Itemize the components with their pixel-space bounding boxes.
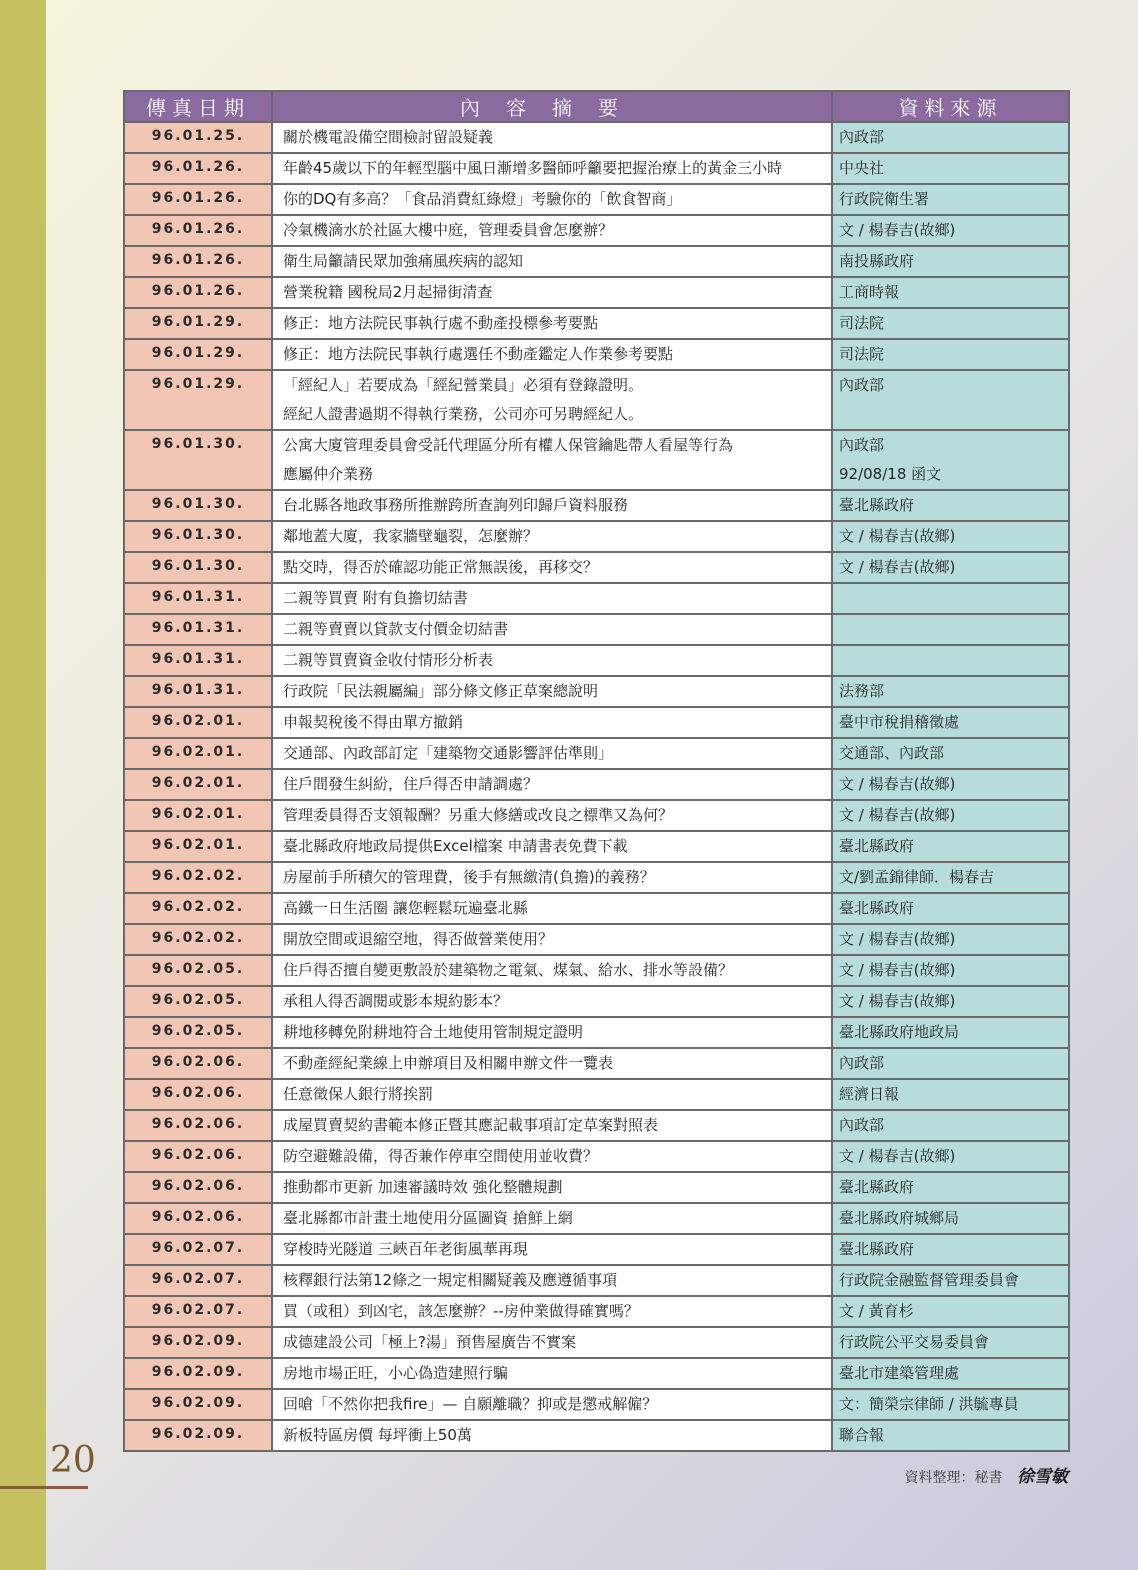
row-summary-line: 任意徵保人銀行將挨罰 [283,1085,434,1103]
row-summary-line: 你的DQ有多高？「食品消費紅綠燈」考驗你的「飲食智商」 [283,190,682,208]
row-summary-line: 耕地移轉免附耕地符合土地使用管制規定證明 [283,1023,584,1041]
row-summary-line: 應屬仲介業務 [283,465,374,483]
row-source [832,153,1069,184]
table-row [124,246,1069,277]
row-date: 96.01.29. [124,370,272,430]
row-source-line: 文 / 楊春吉(故鄉) [839,992,956,1010]
row-summary [272,1141,832,1172]
row-summary [272,614,832,645]
row-summary-line: 年齡45歲以下的年輕型腦中風日漸增多醫師呼籲要把握治療上的黃金三小時 [283,159,783,177]
row-date: 96.02.09. [124,1327,272,1358]
row-summary [272,1358,832,1389]
row-source [832,1296,1069,1327]
row-source-line: 文 / 楊春吉(故鄉) [839,527,956,545]
table-row [124,645,1069,676]
row-source [832,924,1069,955]
row-summary-line: 申報契稅後不得由單方撤銷 [283,713,464,731]
header-date: 傳真日期 [124,91,272,122]
row-summary [272,800,832,831]
row-summary [272,862,832,893]
table-row [124,955,1069,986]
row-source [832,490,1069,521]
row-source-line: 行政院金融監督管理委員會 [839,1271,1020,1289]
row-source-line: 文 / 楊春吉(故鄉) [839,775,956,793]
table-row [124,215,1069,246]
row-source-line: 文 / 楊春吉(故鄉) [839,558,956,576]
row-date: 96.02.09. [124,1389,272,1420]
table-row [124,1203,1069,1234]
table-row [124,308,1069,339]
row-date: 96.02.05. [124,955,272,986]
table-row [124,862,1069,893]
row-date: 96.01.26. [124,215,272,246]
row-summary-line: 防空避難設備，得否兼作停車空間使用並收費？ [283,1147,599,1165]
table-row [124,707,1069,738]
page-number: 20 [50,1440,96,1481]
row-source [832,1048,1069,1079]
row-source-line: 文/劉孟錦律師．楊春吉 [839,868,995,886]
row-summary [272,215,832,246]
row-source [832,1141,1069,1172]
fax-summary-table [123,90,1070,1452]
row-source-line: 內政部 [839,1116,885,1134]
row-summary-line: 買（或租）到凶宅，該怎麼辦？--房仲業做得確實嗎？ [283,1302,639,1320]
row-date: 96.01.26. [124,153,272,184]
row-source-line: 內政部 [839,128,885,146]
row-date: 96.01.31. [124,645,272,676]
row-source-line: 行政院衛生署 [839,190,930,208]
row-summary [272,583,832,614]
table-row [124,1017,1069,1048]
row-source-line: 臺中市稅捐稽徵處 [839,713,960,731]
row-date: 96.02.05. [124,1017,272,1048]
row-summary-line: 冷氣機滴水於社區大樓中庭，管理委員會怎麼辦？ [283,221,614,239]
row-summary [272,122,832,153]
row-date: 96.02.06. [124,1110,272,1141]
row-summary [272,370,832,430]
header-summary: 內容摘要 [272,91,832,122]
row-source [832,430,1069,490]
row-summary [272,1296,832,1327]
row-summary-line: 修正：地方法院民事執行處選任不動產鑑定人作業參考要點 [283,345,674,363]
row-source [832,831,1069,862]
table-row [124,738,1069,769]
row-source [832,645,1069,676]
row-date: 96.02.02. [124,893,272,924]
row-summary [272,308,832,339]
row-summary [272,1110,832,1141]
table-row [124,1327,1069,1358]
row-source-line: 聯合報 [839,1426,885,1444]
row-source [832,707,1069,738]
row-date: 96.01.30. [124,521,272,552]
row-source-line: 臺北縣政府 [839,496,915,514]
row-summary [272,552,832,583]
row-date: 96.01.29. [124,308,272,339]
row-summary [272,924,832,955]
row-summary-line: 不動產經紀業線上申辦項目及相關申辦文件一覽表 [283,1054,614,1072]
row-summary [272,246,832,277]
row-source-line: 臺北縣政府 [839,837,915,855]
row-summary [272,277,832,308]
table-row [124,1048,1069,1079]
table-row [124,277,1069,308]
row-summary [272,831,832,862]
row-date: 96.02.09. [124,1420,272,1451]
row-source-line: 司法院 [839,314,885,332]
row-source-line: 工商時報 [839,283,900,301]
row-date: 96.02.02. [124,924,272,955]
row-summary-line: 二親等買賣資金收付情形分析表 [283,651,494,669]
row-summary-line: 推動都市更新 加速審議時效 強化整體規劃 [283,1178,563,1196]
row-summary [272,738,832,769]
row-summary-line: 新板特區房價 每坪衝上50萬 [283,1426,472,1444]
row-date: 96.02.01. [124,707,272,738]
left-color-stripe [0,0,46,1570]
table-row [124,893,1069,924]
row-source-line: 文 / 黃育杉 [839,1302,914,1320]
row-summary [272,184,832,215]
row-summary-line: 營業稅籍 國稅局2月起掃街清查 [283,283,493,301]
row-date: 96.02.07. [124,1234,272,1265]
row-summary [272,153,832,184]
row-summary [272,1203,832,1234]
row-source-line: 內政部 [839,436,885,454]
row-source [832,339,1069,370]
row-source-line: 南投縣政府 [839,252,915,270]
row-source-line: 法務部 [839,682,885,700]
row-summary-line: 點交時，得否於確認功能正常無誤後，再移交？ [283,558,599,576]
row-summary [272,955,832,986]
row-date: 96.01.30. [124,490,272,521]
row-summary-line: 二親等賣賣以貸款支付價金切結書 [283,620,509,638]
row-source [832,1079,1069,1110]
row-date: 96.02.09. [124,1358,272,1389]
row-summary-line: 二親等買賣 附有負擔切結書 [283,589,468,607]
row-summary [272,521,832,552]
table-row [124,521,1069,552]
row-source-line: 臺北縣政府地政局 [839,1023,960,1041]
row-source [832,769,1069,800]
table-row [124,430,1069,490]
credit-signature: 徐雪敏 [1017,1467,1068,1487]
row-source-line: 行政院公平交易委員會 [839,1333,990,1351]
row-source-line: 文：簡榮宗律師 / 洪毓專員 [839,1395,1019,1413]
row-summary-line: 修正：地方法院民事執行處不動產投標參考要點 [283,314,599,332]
row-source-line: 內政部 [839,1054,885,1072]
row-source-line: 臺北市建築管理處 [839,1364,960,1382]
row-source [832,1265,1069,1296]
row-date: 96.02.01. [124,769,272,800]
row-summary [272,1234,832,1265]
row-summary-line: 承租人得否調閱或影本規約影本？ [283,992,509,1010]
row-summary-line: 交通部、內政部訂定「建築物交通影響評估準則」 [283,744,614,762]
row-source [832,1389,1069,1420]
row-source [832,1110,1069,1141]
row-source-line: 中央社 [839,159,885,177]
row-date: 96.01.30. [124,552,272,583]
row-date: 96.01.31. [124,583,272,614]
table-row [124,552,1069,583]
row-source [832,1420,1069,1451]
row-source-line: 臺北縣政府 [839,899,915,917]
row-source-line: 92/08/18 函文 [839,465,942,483]
table-row [124,1420,1069,1451]
table-row [124,1079,1069,1110]
table-row [124,986,1069,1017]
table-row [124,831,1069,862]
row-summary-line: 「經紀人」若要成為「經紀營業員」必須有登錄證明。 [283,376,644,394]
row-summary-line: 房地市場正旺，小心偽造建照行騙 [283,1364,509,1382]
row-source-line: 臺北縣政府 [839,1240,915,1258]
row-summary-line: 高鐵一日生活圈 讓您輕鬆玩遍臺北縣 [283,899,528,917]
table-row [124,769,1069,800]
row-source [832,552,1069,583]
row-source-line: 文 / 楊春吉(故鄉) [839,806,956,824]
row-summary [272,676,832,707]
table-row [124,370,1069,430]
row-date: 96.02.02. [124,862,272,893]
row-summary [272,1389,832,1420]
table-row [124,1234,1069,1265]
row-summary-line: 公寓大廈管理委員會受託代理區分所有權人保管鑰匙帶人看屋等行為 [283,436,734,454]
row-summary-line: 開放空間或退縮空地，得否做營業使用？ [283,930,554,948]
row-source [832,1358,1069,1389]
row-source [832,246,1069,277]
table-row [124,1296,1069,1327]
row-source-line: 文 / 楊春吉(故鄉) [839,961,956,979]
row-summary [272,490,832,521]
row-source [832,1172,1069,1203]
row-date: 96.01.26. [124,246,272,277]
table-row [124,676,1069,707]
row-date: 96.02.01. [124,738,272,769]
page-number-rule [0,1486,88,1489]
row-summary-line: 住戶得否擅自變更敷設於建築物之電氣、煤氣、給水、排水等設備？ [283,961,734,979]
row-source [832,308,1069,339]
row-summary-line: 成屋買賣契約書範本修正暨其應記載事項訂定草案對照表 [283,1116,659,1134]
row-source [832,738,1069,769]
row-summary-line: 住戶間發生糾紛，住戶得否申請調處？ [283,775,539,793]
row-summary-line: 衛生局籲請民眾加強痛風疾病的認知 [283,252,524,270]
row-source [832,1327,1069,1358]
row-source [832,521,1069,552]
row-source-line: 臺北縣政府城鄉局 [839,1209,960,1227]
row-source [832,800,1069,831]
row-summary-line: 臺北縣都市計畫土地使用分區圖資 搶鮮上網 [283,1209,573,1227]
row-summary [272,1079,832,1110]
table-row [124,1141,1069,1172]
row-source [832,955,1069,986]
row-summary-line: 台北縣各地政事務所推辦跨所查詢列印歸戶資料服務 [283,496,629,514]
row-source [832,1234,1069,1265]
row-date: 96.01.26. [124,184,272,215]
row-date: 96.02.05. [124,986,272,1017]
row-summary [272,1420,832,1451]
row-summary [272,1017,832,1048]
table-row [124,924,1069,955]
row-summary-line: 核釋銀行法第12條之一規定相關疑義及應遵循事項 [283,1271,618,1289]
table-row [124,583,1069,614]
row-source [832,277,1069,308]
table-row [124,153,1069,184]
row-source-line: 文 / 楊春吉(故鄉) [839,1147,956,1165]
row-source [832,893,1069,924]
row-summary [272,1048,832,1079]
row-summary-line: 回嗆「不然你把我fire」— 自願離職？抑或是懲戒解僱？ [283,1395,658,1413]
table-row [124,1265,1069,1296]
table-row [124,1172,1069,1203]
row-source-line: 內政部 [839,376,885,394]
row-summary [272,893,832,924]
row-summary-line: 穿梭時光隧道 三峽百年老街風華再現 [283,1240,528,1258]
footer-credit [905,1462,1068,1487]
row-source-line: 經濟日報 [839,1085,900,1103]
row-summary-line: 臺北縣政府地政局提供Excel檔案 申請書表免費下載 [283,837,628,855]
row-source [832,1017,1069,1048]
table-row [124,1389,1069,1420]
row-source [832,370,1069,430]
row-summary-line: 經紀人證書過期不得執行業務，公司亦可另聘經紀人。 [283,405,644,423]
row-source [832,614,1069,645]
row-date: 96.02.01. [124,800,272,831]
row-date: 96.02.06. [124,1141,272,1172]
row-source-line: 司法院 [839,345,885,363]
row-source [832,215,1069,246]
row-summary-line: 房屋前手所積欠的管理費，後手有無繳清(負擔)的義務？ [283,868,655,886]
header-source: 資料來源 [832,91,1069,122]
table-row [124,800,1069,831]
row-summary [272,707,832,738]
row-summary [272,1172,832,1203]
row-summary [272,645,832,676]
row-summary-line: 成德建設公司「極上?湯」預售屋廣告不實案 [283,1333,576,1351]
row-date: 96.01.29. [124,339,272,370]
row-source [832,986,1069,1017]
row-summary [272,1327,832,1358]
row-source [832,184,1069,215]
row-source-line: 文 / 楊春吉(故鄉) [839,221,956,239]
row-summary-line: 管理委員得否支領報酬？另重大修繕或改良之標準又為何？ [283,806,674,824]
table-body [124,122,1069,1451]
table-row [124,122,1069,153]
row-source-line: 臺北縣政府 [839,1178,915,1196]
row-summary-line: 鄰地蓋大廈，我家牆壁龜裂，怎麼辦？ [283,527,539,545]
row-summary [272,339,832,370]
table-row [124,184,1069,215]
row-date: 96.02.07. [124,1296,272,1327]
row-source [832,1203,1069,1234]
row-date: 96.02.06. [124,1048,272,1079]
row-date: 96.01.31. [124,676,272,707]
row-date: 96.02.06. [124,1172,272,1203]
row-date: 96.02.01. [124,831,272,862]
row-summary [272,986,832,1017]
row-summary-line: 關於機電設備空間檢討留設疑義 [283,128,494,146]
table-row [124,614,1069,645]
row-summary [272,769,832,800]
row-date: 96.02.06. [124,1203,272,1234]
row-date: 96.01.30. [124,430,272,490]
credit-label: 資料整理：秘書 [904,1470,1003,1486]
row-source [832,676,1069,707]
row-source [832,122,1069,153]
row-source [832,862,1069,893]
row-summary [272,430,832,490]
table-header-row [124,91,1069,122]
table-row [124,490,1069,521]
row-date: 96.02.06. [124,1079,272,1110]
row-date: 96.02.07. [124,1265,272,1296]
row-source [832,583,1069,614]
fax-summary-table-wrapper [123,90,1068,1452]
row-source-line: 交通部、內政部 [839,744,945,762]
table-row [124,1358,1069,1389]
row-summary-line: 行政院「民法親屬編」部分條文修正草案總說明 [283,682,599,700]
row-date: 96.01.26. [124,277,272,308]
table-row [124,1110,1069,1141]
row-summary [272,1265,832,1296]
row-date: 96.01.31. [124,614,272,645]
table-row [124,339,1069,370]
row-source-line: 文 / 楊春吉(故鄉) [839,930,956,948]
row-date: 96.01.25. [124,122,272,153]
